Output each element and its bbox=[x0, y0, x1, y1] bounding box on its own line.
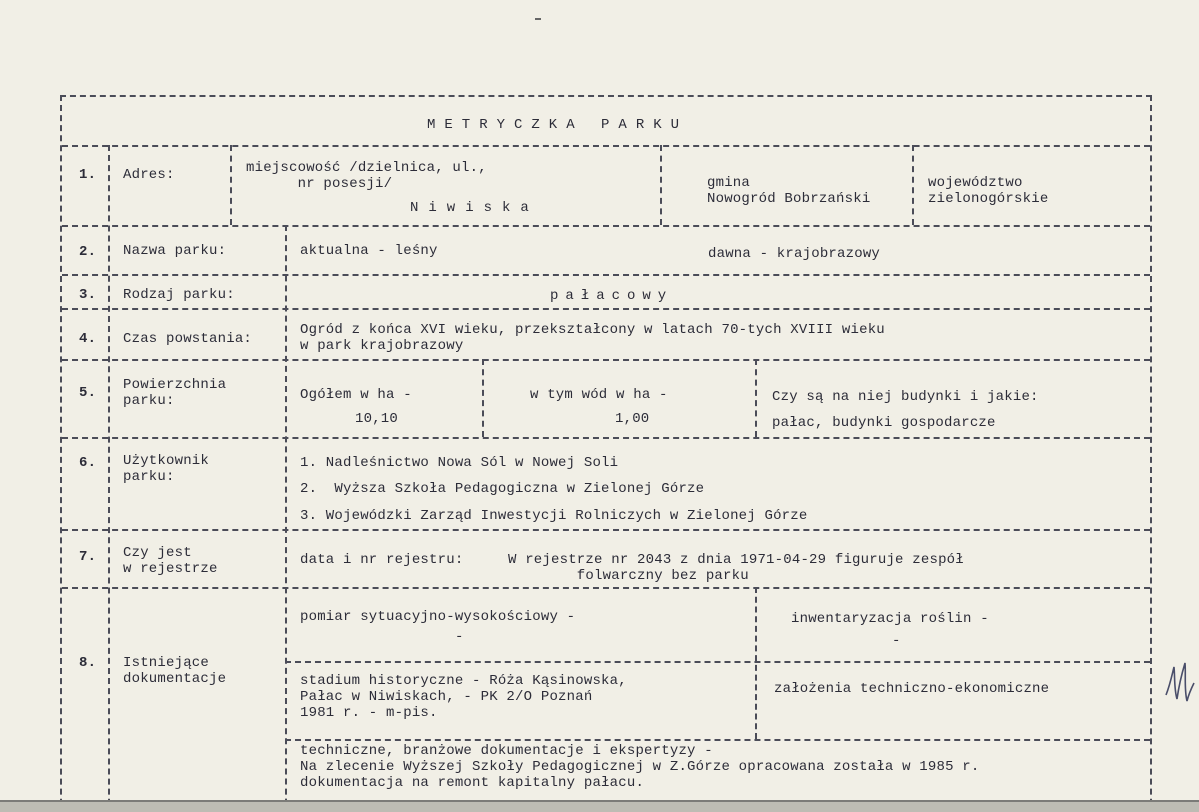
row-number: 7. bbox=[79, 549, 97, 565]
user-item: 3. Wojewódzki Zarząd Inwestycji Rolniczych w Zielonej Górze bbox=[300, 508, 808, 524]
register-label: Czy jest w rejestrze bbox=[123, 545, 218, 577]
park-type-value: pałacowy bbox=[550, 288, 674, 304]
register-date-label: data i nr rejestru: bbox=[300, 552, 464, 568]
row-number: 8. bbox=[79, 655, 97, 671]
park-record-card bbox=[60, 95, 1156, 800]
row-number: 2. bbox=[79, 244, 97, 260]
handwritten-signature bbox=[1162, 655, 1196, 715]
former-name: dawna - krajobrazowy bbox=[708, 246, 881, 262]
form-title: METRYCZKA PARKU bbox=[427, 117, 689, 133]
park-name-label: Nazwa parku: bbox=[123, 243, 227, 259]
location-value: Niwiska bbox=[410, 200, 539, 216]
survey-doc-value: - bbox=[455, 629, 464, 645]
creation-time-label: Czas powstania: bbox=[123, 331, 253, 347]
survey-doc: pomiar sytuacyjno-wysokościowy - bbox=[300, 609, 576, 625]
user-item: 1. Nadleśnictwo Nowa Sól w Nowej Soli bbox=[300, 455, 619, 471]
ink-mark bbox=[535, 18, 541, 20]
user-item: 2. Wyższa Szkoła Pedagogiczna w Zielonej Górze bbox=[300, 481, 705, 497]
row-number: 5. bbox=[79, 385, 97, 401]
page-bottom-edge bbox=[0, 800, 1199, 812]
row-number: 4. bbox=[79, 331, 97, 347]
documentation-label: Istniejące dokumentacje bbox=[123, 655, 227, 687]
water-area-label: w tym wód w ha - bbox=[530, 387, 668, 403]
water-area-value: 1,00 bbox=[615, 411, 650, 427]
creation-time-value: Ogród z końca XVI wieku, przekształcony w latach 70-tych XVIII wieku w park krajobrazowy bbox=[300, 322, 885, 354]
total-area-value: 10,10 bbox=[355, 411, 399, 427]
register-entry: W rejestrze nr 2043 z dnia 1971-04-29 figuruje zespół folwarczny bez parku bbox=[508, 552, 964, 584]
technical-doc: techniczne, branżowe dokumentacje i ekspertyzy - Na zlecenie Wyższej Szkoły Pedagogicznej w Z.Górze opracowana została w 1985 r. dokumentacja na remont kapitalny pałacu. bbox=[300, 743, 980, 791]
buildings-value: pałac, budynki gospodarcze bbox=[772, 415, 996, 431]
buildings-label: Czy są na niej budynki i jakie: bbox=[772, 389, 1039, 405]
address-label: Adres: bbox=[123, 167, 175, 183]
location-label: miejscowość /dzielnica, ul., nr posesji/ bbox=[246, 160, 487, 192]
gmina-field: gmina Nowogród Bobrzański bbox=[707, 175, 871, 207]
tech-econ-doc: założenia techniczno-ekonomiczne bbox=[774, 681, 1050, 697]
row-number: 3. bbox=[79, 287, 97, 303]
form-grid bbox=[60, 95, 1152, 800]
current-name: aktualna - leśny bbox=[300, 243, 438, 259]
total-area-label: Ogółem w ha - bbox=[300, 387, 412, 403]
row-number: 1. bbox=[79, 167, 97, 183]
park-type-label: Rodzaj parku: bbox=[123, 287, 235, 303]
user-label: Użytkownik parku: bbox=[123, 453, 210, 485]
plant-inventory-doc: inwentaryzacja roślin - bbox=[791, 611, 989, 627]
plant-inventory-value: - bbox=[892, 633, 901, 649]
historical-study-doc: stadium historyczne - Róża Kąsinowska, Pałac w Niwiskach, - PK 2/O Poznań 1981 r. - m-pis. bbox=[300, 673, 627, 721]
row-number: 6. bbox=[79, 455, 97, 471]
area-label: Powierzchnia parku: bbox=[123, 377, 227, 409]
voivodeship-field: województwo zielonogórskie bbox=[928, 175, 1049, 207]
